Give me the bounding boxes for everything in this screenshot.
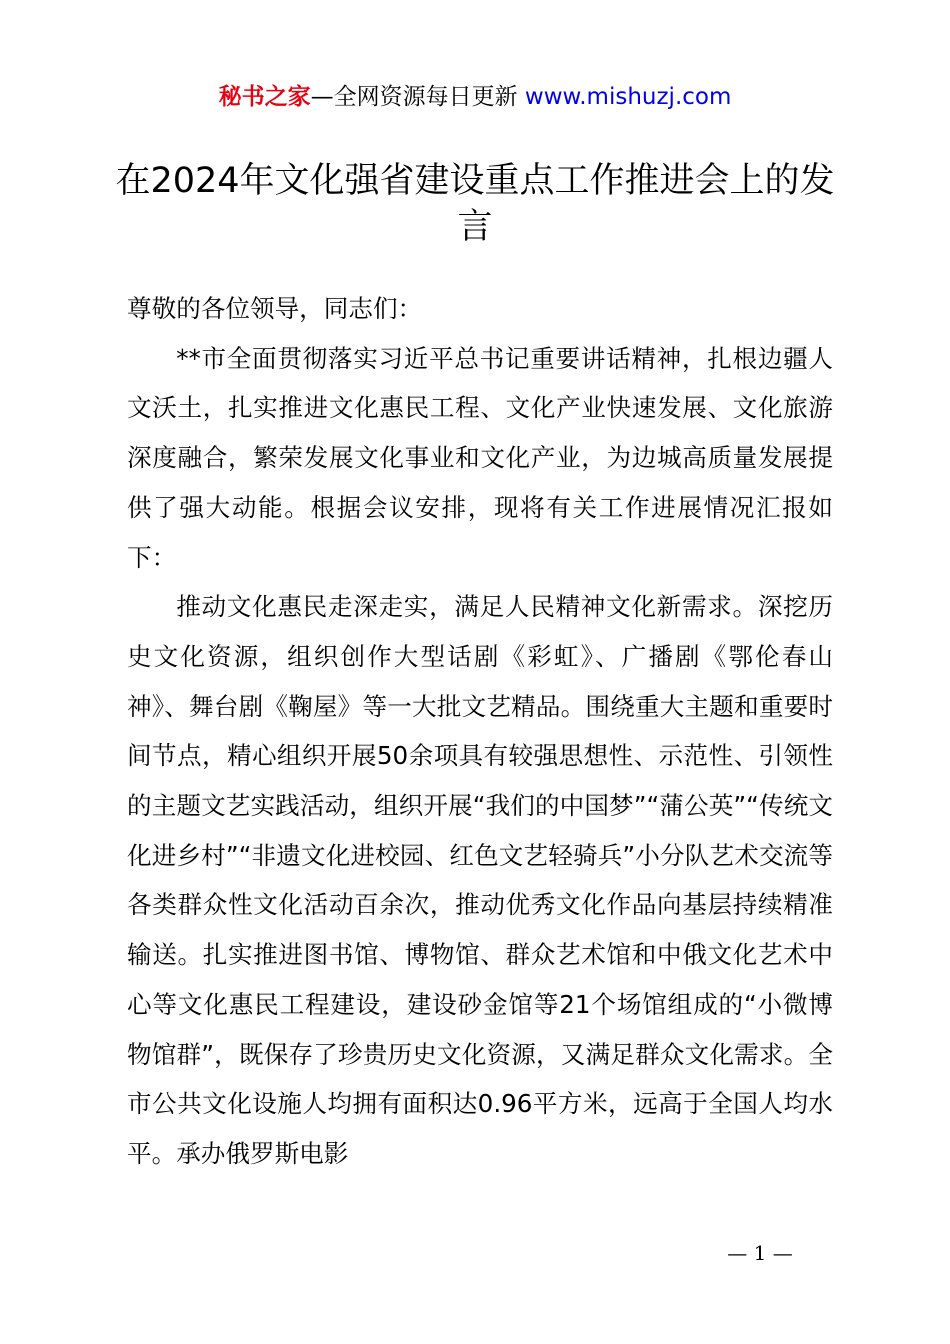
site-tagline: —全网资源每日更新 xyxy=(310,84,518,110)
page-number: — 1 — xyxy=(727,1241,793,1265)
document-title: 在2024年文化强省建设重点工作推进会上的发言 xyxy=(115,161,835,247)
document-body xyxy=(127,284,833,1179)
body-paragraph: 推动文化惠民走深走实，满足人民精神文化新需求。深挖历史文化资源，组织创作大型话剧《彩虹》、广播剧《鄂伦春山神》、舞台剧《鞠屋》等一大批文艺精品。围绕重大主题和重要时间节点，精心组织开展50余项具有较强思想性、示范性、引领性的主题文艺实践活动，组织开展“我们的中国梦”“蒲公英”“传统文化进乡村”“非遗文化进校园、红色文艺轻骑兵”小分队艺术交流等各类群众性文化活动百余次，推动优秀文化作品向基层持续精准输送。扎实推进图书馆、博物馆、群众艺术馆和中俄文化艺术中心等文化惠民工程建设，建设砂金馆等21个场馆组成的“小微博物馆群”，既保存了珍贵历史文化资源，又满足群众文化需求。全市公共文化设施人均拥有面积达0.96平方米，远高于全国人均水平。承办俄罗斯电影 xyxy=(127,592,833,1168)
salutation: 尊敬的各位领导，同志们： xyxy=(127,294,423,323)
site-brand: 秘书之家 xyxy=(218,84,311,110)
body-paragraph: **市全面贯彻落实习近平总书记重要讲话精神，扎根边疆人文沃土，扎实推进文化惠民工程、文化产业快速发展、文化旅游深度融合，繁荣发展文化事业和文化产业，为边城高质量发展提供了强大动能。根据会议安排，现将有关工作进展情况汇报如下： xyxy=(127,343,833,572)
site-url-link[interactable]: www.mishuzj.com xyxy=(524,84,732,110)
site-header xyxy=(0,80,950,114)
